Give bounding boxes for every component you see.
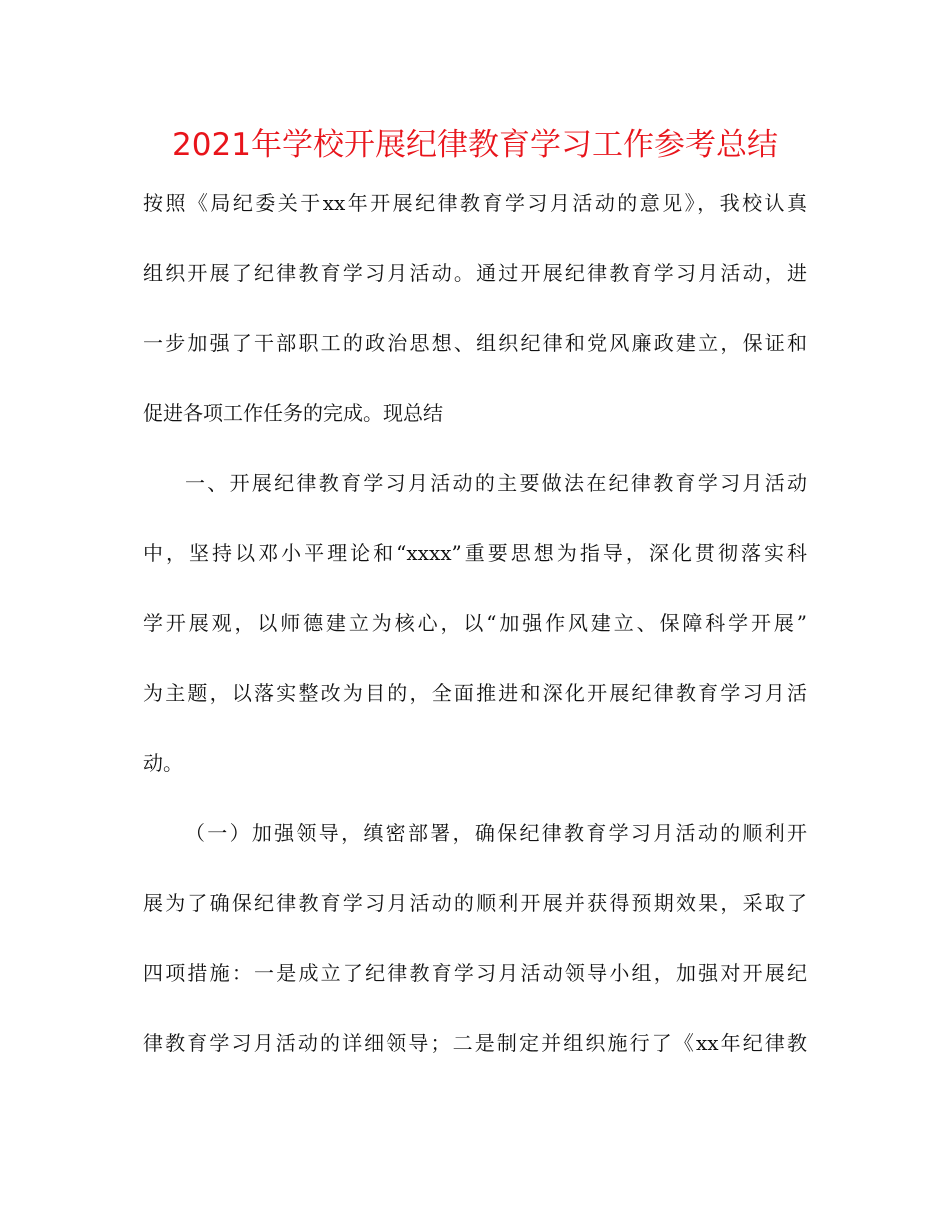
body-line: 律教育学习月活动的详细领导；二是制定并组织施行了《xx年纪律教 [143, 1031, 807, 1055]
document-body [143, 168, 807, 1078]
body-line: 促进各项工作任务的完成。现总结 [143, 401, 443, 425]
body-line: 一、开展纪律教育学习月活动的主要做法在纪律教育学习月活动 [185, 471, 807, 495]
body-line: （一）加强领导，缜密部署，确保纪律教育学习月活动的顺利开 [185, 821, 807, 845]
body-line: 组织开展了纪律教育学习月活动。通过开展纪律教育学习月活动，进 [143, 261, 807, 285]
body-line: 展为了确保纪律教育学习月活动的顺利开展并获得预期效果，采取了 [143, 891, 807, 915]
body-line: 为主题，以落实整改为目的，全面推进和深化开展纪律教育学习月活 [143, 681, 807, 705]
document-title: 2021年学校开展纪律教育学习工作参考总结 [172, 127, 778, 163]
body-line: 一步加强了干部职工的政治思想、组织纪律和党风廉政建立，保证和 [143, 331, 807, 355]
body-line: 学开展观，以师德建立为核心，以“加强作风建立、保障科学开展” [143, 611, 807, 635]
body-line: 四项措施：一是成立了纪律教育学习月活动领导小组，加强对开展纪 [143, 961, 807, 985]
body-line: 中，坚持以邓小平理论和“xxxx”重要思想为指导，深化贯彻落实科 [143, 541, 807, 565]
body-line: 动。 [143, 751, 183, 775]
body-line: 按照《局纪委关于xx年开展纪律教育学习月活动的意见》，我校认真 [143, 191, 807, 215]
